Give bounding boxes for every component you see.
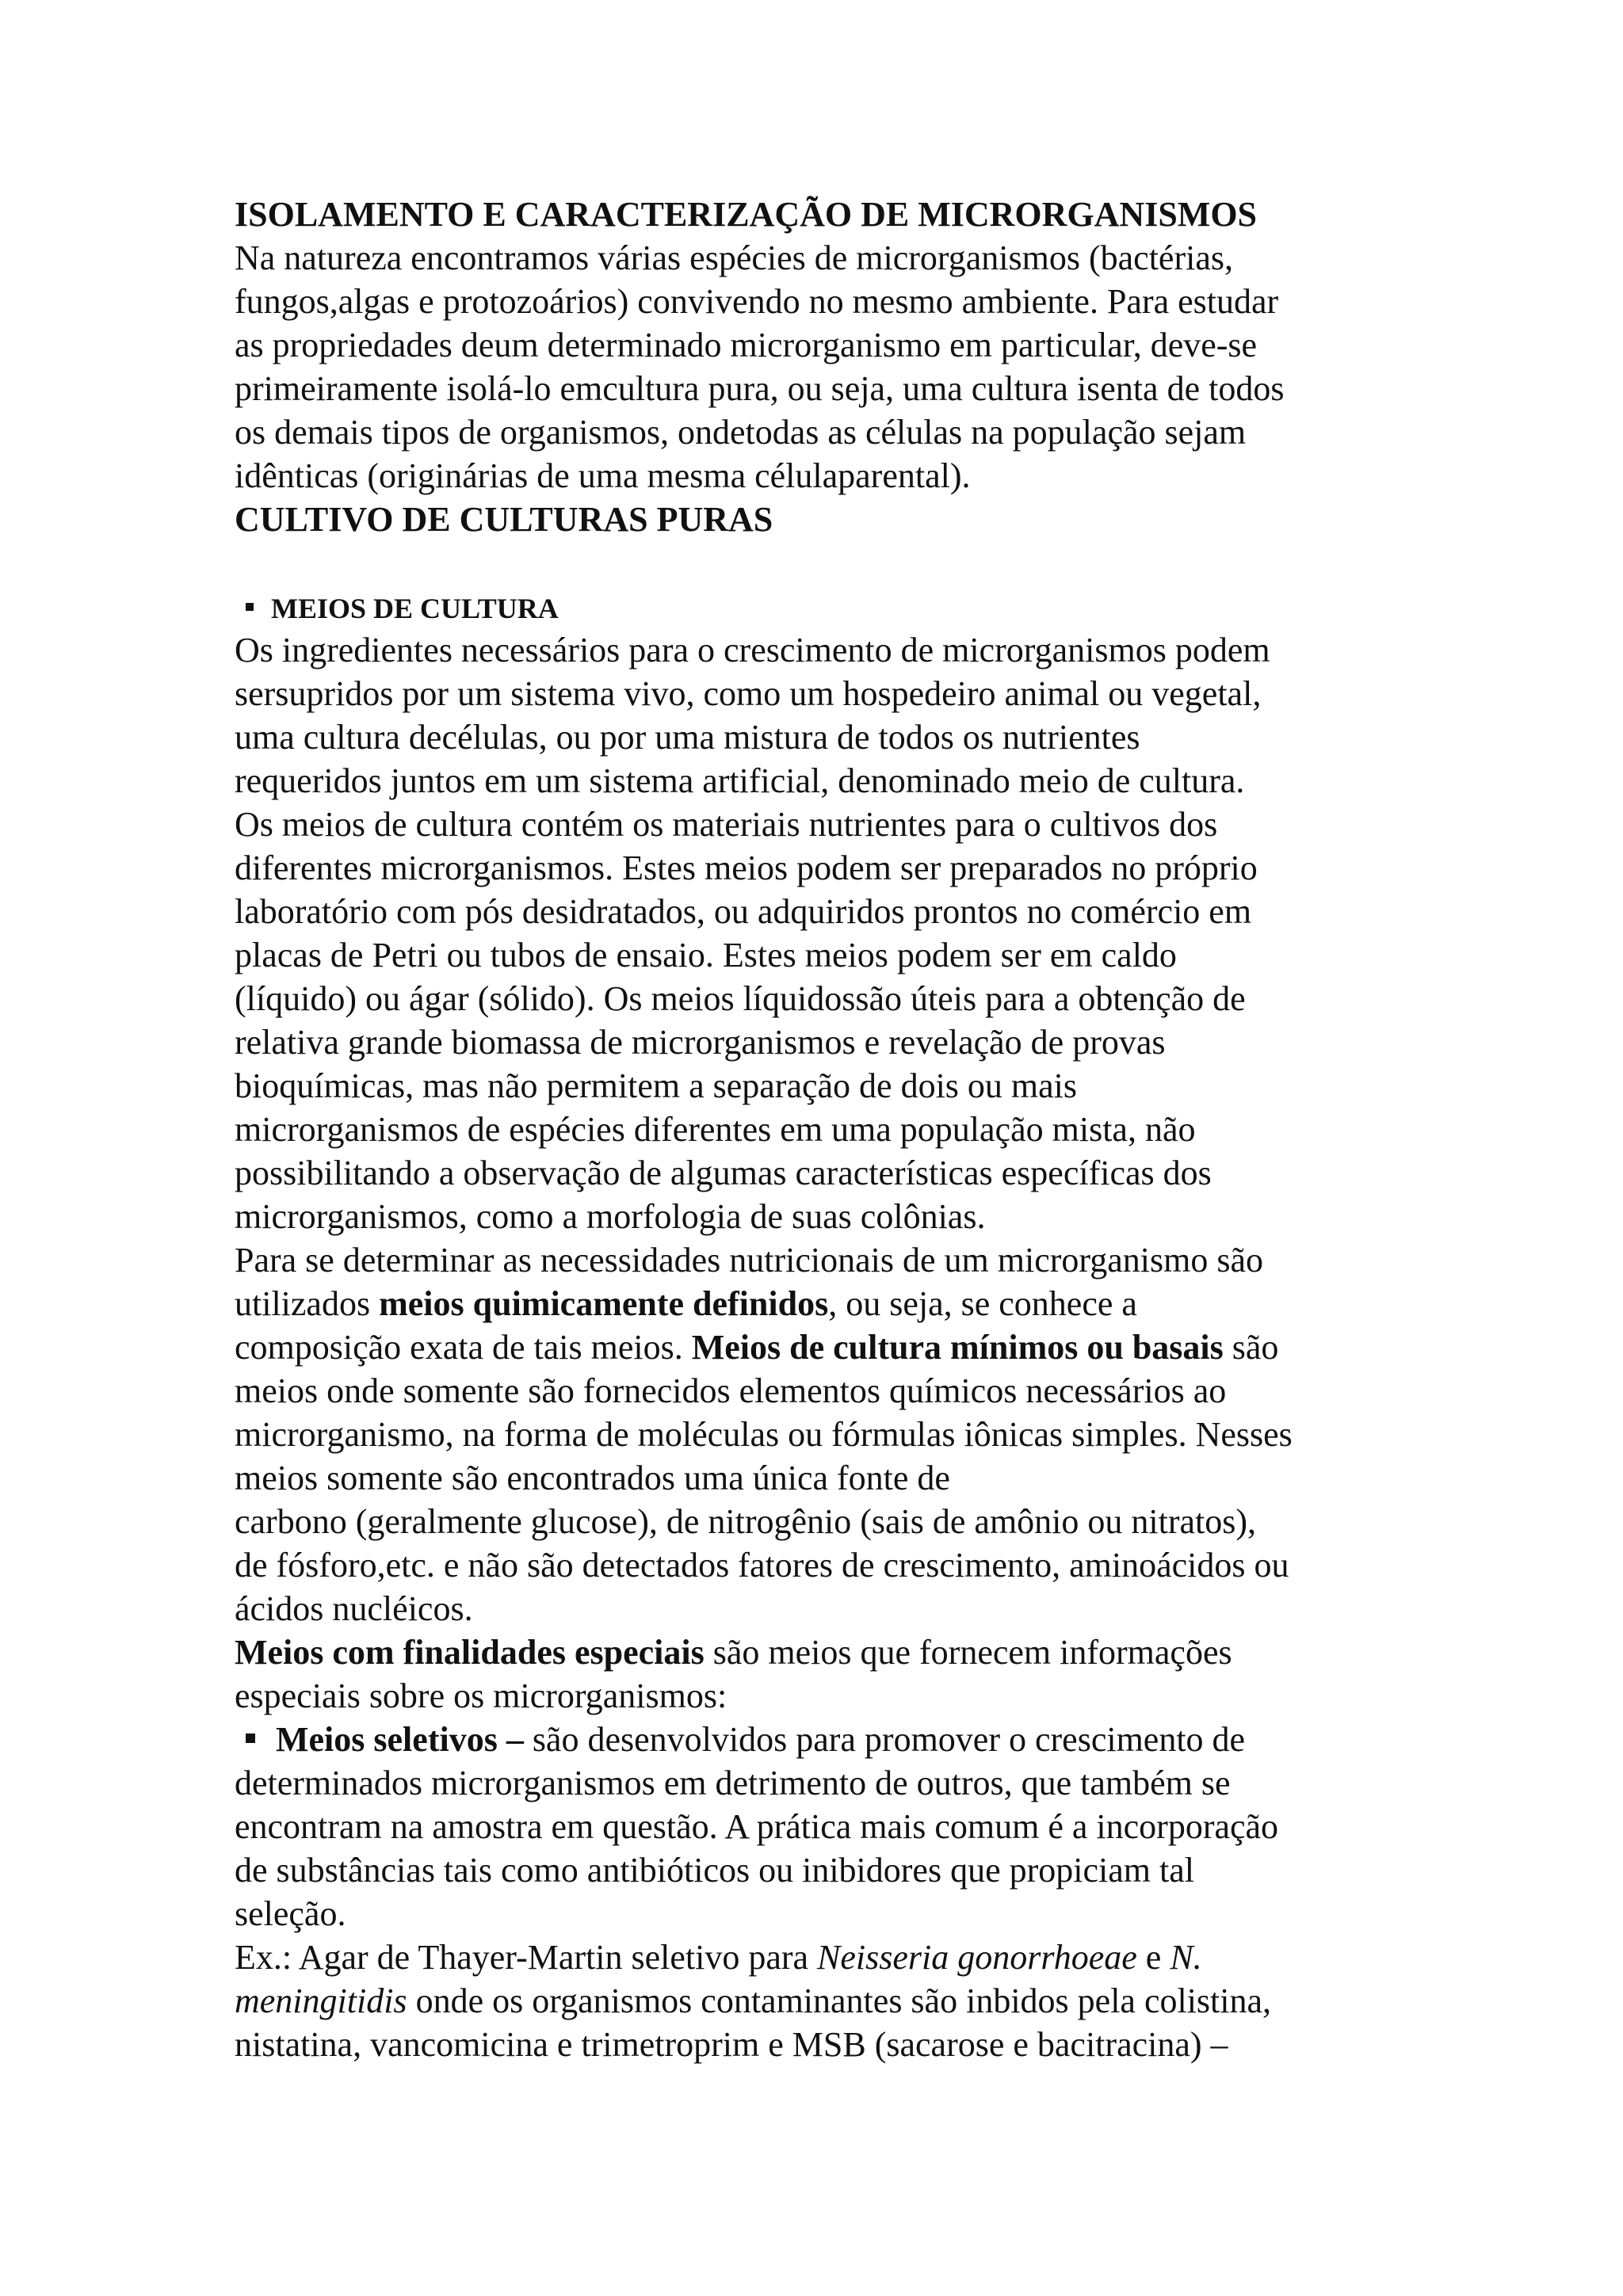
body-line: de fósforo,etc. e não são detectados fatores de crescimento, aminoácidos ou <box>235 1546 1289 1585</box>
body-line: Para se determinar as necessidades nutricionais de um microrganismo são <box>235 1241 1264 1280</box>
text-run: onde os organismos contaminantes são inbidos pela colistina, <box>407 1981 1272 2020</box>
body-line <box>235 1936 1423 1979</box>
body-line: laboratório com pós desidratados, ou adquiridos prontos no comércio em <box>235 892 1252 931</box>
body-line: meios somente são encontrados uma única fonte de <box>235 1459 950 1497</box>
intro-line: Na natureza encontramos várias espécies de microrganismos (bactérias, <box>235 238 1233 277</box>
body-line: determinados microrganismos em detrimento de outros, que também se <box>235 1764 1231 1802</box>
body-line: ácidos nucléicos. <box>235 1589 473 1628</box>
text-run: utilizados <box>235 1284 380 1323</box>
body-line: microrganismos de espécies diferentes em uma população mista, não <box>235 1110 1196 1149</box>
list-item <box>235 1718 1423 1761</box>
bold-term: Meios com finalidades especiais <box>235 1633 705 1672</box>
body-line: diferentes microrganismos. Estes meios podem ser preparados no próprio <box>235 849 1258 887</box>
body-line: especiais sobre os microrganismos: <box>235 1676 727 1715</box>
body-line: carbono (geralmente glucose), de nitrogênio (sais de amônio ou nitratos), <box>235 1502 1257 1541</box>
intro-line: fungos,algas e protozoários) convivendo no mesmo ambiente. Para estudar <box>235 282 1279 321</box>
italic-term: meningitidis <box>235 1981 407 2020</box>
body-line: uma cultura decélulas, ou por uma mistura de todos os nutrientes <box>235 718 1140 757</box>
italic-term: N. <box>1170 1938 1202 1977</box>
body-line: sersupridos por um sistema vivo, como um hospedeiro animal ou vegetal, <box>235 674 1262 713</box>
bullet-icon <box>246 1733 255 1743</box>
body-line: nistatina, vancomicina e trimetroprim e MSB (sacarose e bacitracina) – <box>235 2025 1228 2064</box>
text-run: são meios que fornecem informações <box>704 1633 1232 1672</box>
intro-line: os demais tipos de organismos, ondetodas as células na população sejam <box>235 413 1247 452</box>
body-line: relativa grande biomassa de microrganismos e revelação de provas <box>235 1023 1166 1062</box>
body-line: requeridos juntos em um sistema artificial, denominado meio de cultura. <box>235 761 1245 800</box>
intro-line: primeiramente isolá-lo emcultura pura, ou seja, uma cultura isenta de todos <box>235 369 1285 408</box>
subsection-title: MEIOS DE CULTURA <box>271 593 559 624</box>
document-title: ISOLAMENTO E CARACTERIZAÇÃO DE MICRORGANISMOS <box>235 195 1258 234</box>
body-line: bioquímicas, mas não permitem a separação de dois ou mais <box>235 1066 1078 1105</box>
body-line: microrganismos, como a morfologia de suas colônias. <box>235 1197 986 1236</box>
spacer <box>235 541 1423 585</box>
text-run: são desenvolvidos para promover o crescimento de <box>523 1720 1246 1759</box>
body-line <box>235 1325 1423 1369</box>
bold-term: meios quimicamente definidos <box>379 1284 829 1323</box>
text-run: , ou seja, se conhece a <box>828 1284 1137 1323</box>
text-run: composição exata de tais meios. <box>235 1328 692 1367</box>
text-run: Ex.: Agar de Thayer-Martin seletivo para <box>235 1938 818 1977</box>
body-line: meios onde somente são fornecidos elementos químicos necessários ao <box>235 1371 1227 1410</box>
subsection-heading <box>235 585 1423 628</box>
body-line: de substâncias tais como antibióticos ou inibidores que propiciam tal <box>235 1851 1194 1890</box>
section-title: CULTIVO DE CULTURAS PURAS <box>235 500 773 539</box>
body-line: seleção. <box>235 1894 346 1933</box>
body-line: (líquido) ou ágar (sólido). Os meios líquidossão úteis para a obtenção de <box>235 979 1246 1018</box>
italic-term: Neisseria gonorrhoeae <box>817 1938 1137 1977</box>
text-run: são <box>1223 1328 1279 1367</box>
bold-term: Meios de cultura mínimos ou basais <box>691 1328 1224 1367</box>
body-line <box>235 1630 1423 1674</box>
body-line: placas de Petri ou tubos de ensaio. Estes meios podem ser em caldo <box>235 936 1177 974</box>
text-run: e <box>1136 1938 1170 1977</box>
intro-line: idênticas (originárias de uma mesma célulaparental). <box>235 456 971 495</box>
body-line: Os meios de cultura contém os materiais nutrientes para o cultivos dos <box>235 805 1218 844</box>
body-line <box>235 1282 1423 1325</box>
body-line: microrganismo, na forma de moléculas ou fórmulas iônicas simples. Nesses <box>235 1415 1293 1454</box>
body-line: possibilitando a observação de algumas características específicas dos <box>235 1154 1212 1192</box>
intro-line: as propriedades deum determinado microrganismo em particular, deve-se <box>235 326 1258 364</box>
body-line: Os ingredientes necessários para o crescimento de microrganismos podem <box>235 631 1270 669</box>
document-body <box>235 193 1423 2066</box>
body-line: encontram na amostra em questão. A prática mais comum é a incorporação <box>235 1807 1279 1846</box>
body-line <box>235 1979 1423 2023</box>
bullet-icon <box>246 603 254 611</box>
bold-term: Meios seletivos – <box>276 1720 524 1759</box>
